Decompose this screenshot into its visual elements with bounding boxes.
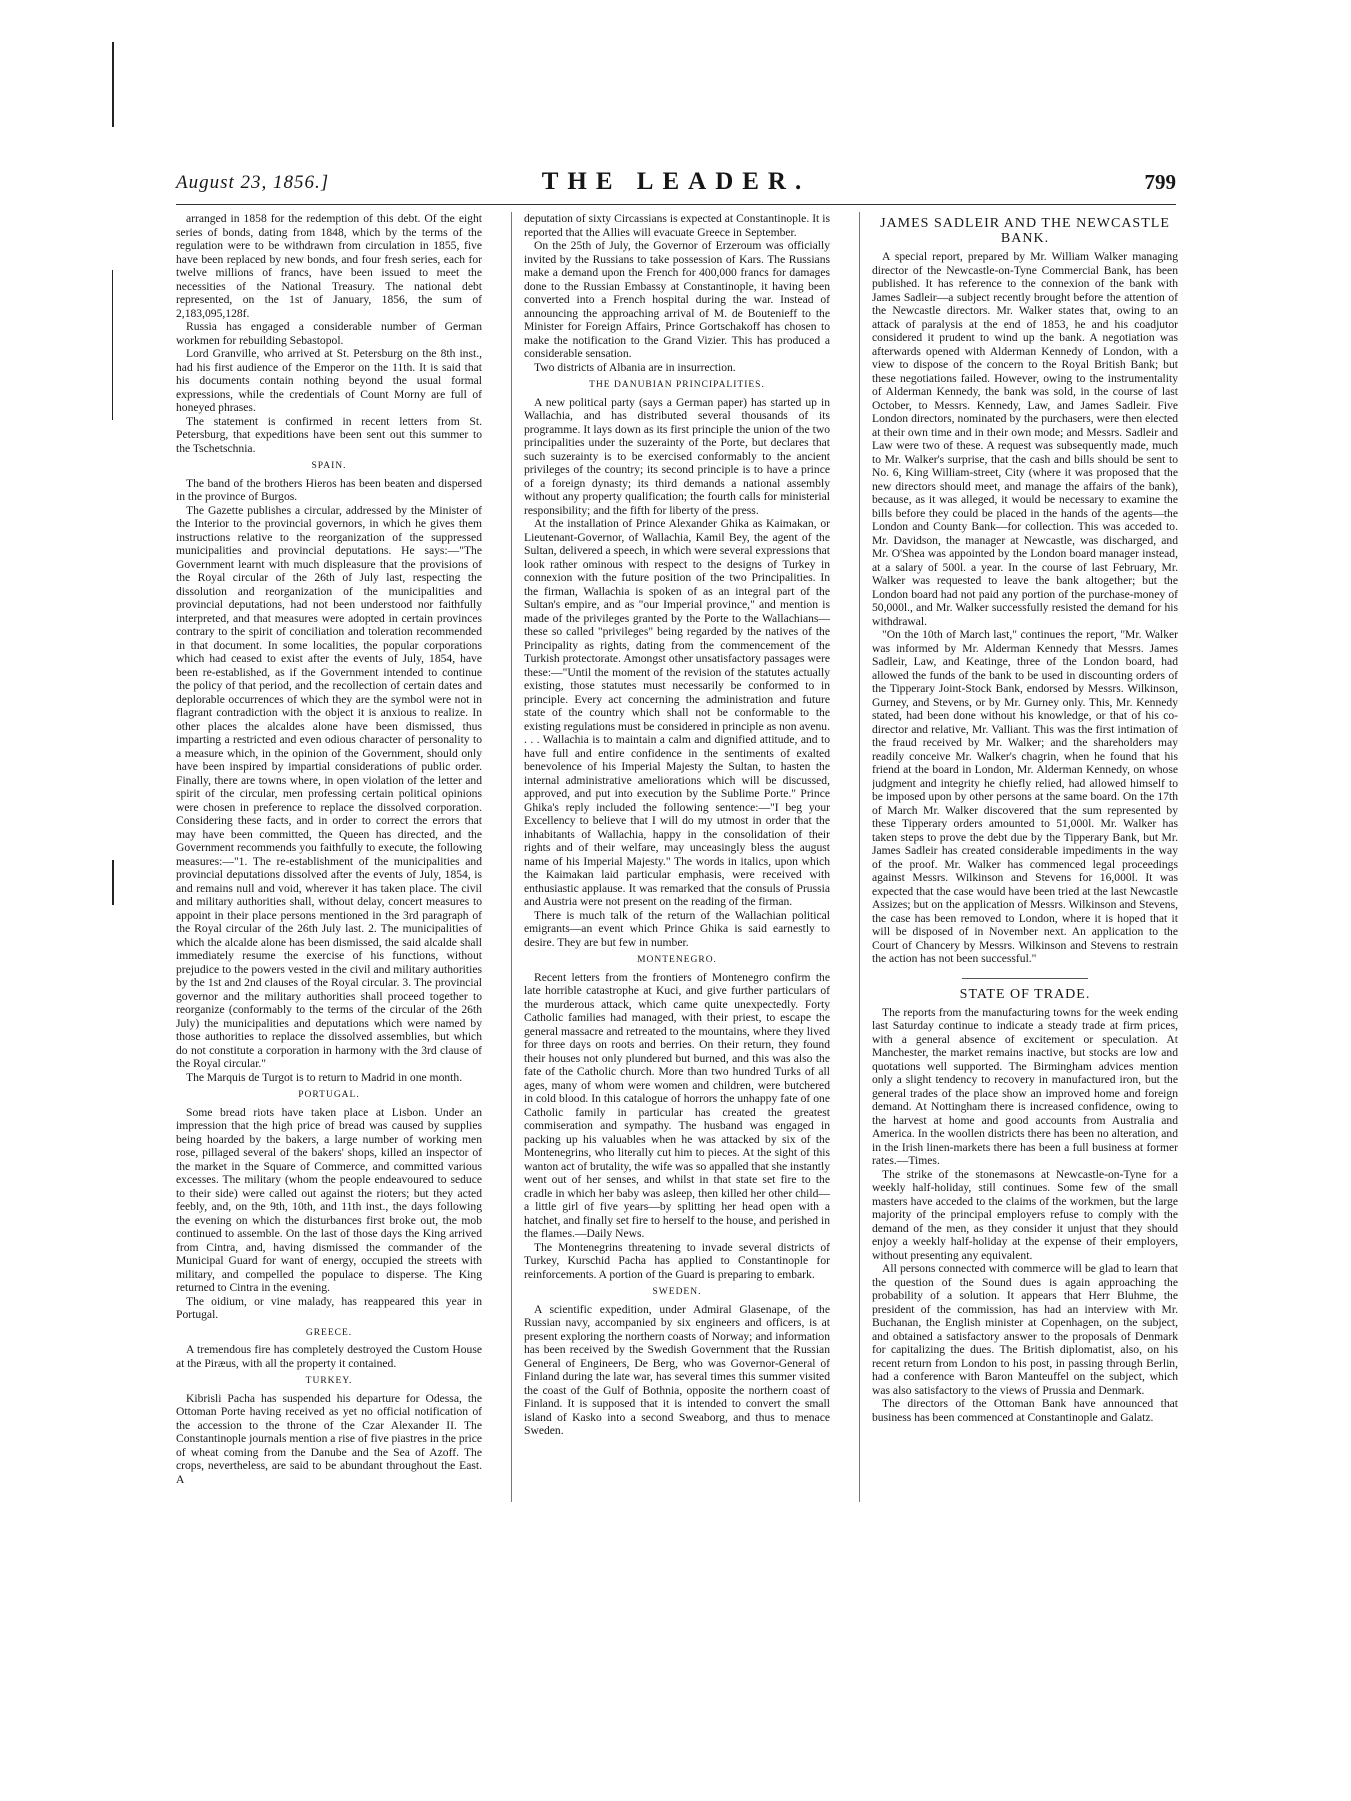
article-heading-trade bbox=[959, 978, 1091, 1002]
paragraph: deputation of sixty Circassians is expected at Constantinople. It is reported that the Allies will evacuate Greece in September. bbox=[524, 212, 830, 239]
paragraph: Two districts of Albania are in insurrection. bbox=[534, 360, 736, 374]
issue-date: August 23, 1856.] bbox=[176, 172, 330, 193]
paragraph: On the 25th of July, the Governor of Erzeroum was officially invited by the Russians to take possession of Kars. The Russians make a demand upon the French for 400,000 francs for damages done to the Russian Embassy at Constantinople, it having been converted into a French hospital during the war. Instead of announcing the approaching arrival of M. de Boutenieff to the Minister for Foreign Affairs, Prince Gortschakoff has chosen to make the notification to the Grand Vizier. This has produced a considerable sensation. bbox=[524, 239, 830, 360]
margin-mark bbox=[112, 270, 113, 420]
paragraph: Recent letters from the frontiers of Montenegro confirm the late horrible catastrophe at Kuci, and give further particulars of the murderous attack, which came quite unexpectedly. Forty Catholic families had managed, with their priest, to escape the general massacre and retreated to the mountains, where they lived for three days on roots and berries. On their return, they found their houses not only plundered but burned, and this was also the fate of the Catholic church. More than two hundred Turks of all ages, many of whom were women and children, were butchered in cold blood. In this catalogue of horrors the unhappy fate of one Catholic family in particular has created the greatest commiseration and sympathy. The husband was engaged in packing up his valuables when he was attacked by six of the Montenegrins, who literally cut him to pieces. At the sight of this wanton act of brutality, the wife was so appalled that she instantly went out of her senses, and whilst in that state set fire to the cradle in which her baby was asleep, then killed her other child—a little girl of five years—by splitting her head open with a hatchet, and finally set fire to herself to the house, and perished in the flames.—Daily News. bbox=[524, 970, 830, 1240]
column-2 bbox=[524, 212, 830, 1502]
article-heading-trade-text: STATE OF TRADE. bbox=[959, 986, 1091, 1002]
section-heading-portugal: PORTUGAL. bbox=[298, 1090, 360, 1100]
section-heading-montenegro: MONTENEGRO. bbox=[637, 955, 717, 965]
column-3 bbox=[872, 212, 1178, 1502]
paragraph: A special report, prepared by Mr. William Walker managing director of the Newcastle-on-Tyne Commercial Bank, has been published. It has reference to the connexion of the bank with James Sadleir—a subject recently brought before the attention of the Newcastle directors. Mr. Walker states that, owing to an attack of paralysis at the end of 1853, he and his coadjutor considered it prudent to wind up the bank. A negotiation was afterwards opened with Alderman Kennedy of London, with a view to dispose of the concern to the Royal British Bank; but these negotiations failed. However, owing to the instrumentality of Alderman Kennedy, the bank was sold, in the course of last October, to Messrs. Kennedy, Law, and James Sadleir. Five London directors, nominated by the purchasers, were then elected at their own time and in their own mode; and Messrs. Sadleir and Law were two of these. A request was subsequently made, much to Mr. Walker's surprise, that the cash and bills should be sent to No. 6, King William-street, City (where it was proposed that the new directors should meet, and manage the affairs of the bank), because, as it was alleged, it would be necessary to examine the bills before they could be placed in the hands of the agents—the London and County Bank—for collection. This was acceded to. Mr. Davidson, the manager at Newcastle, was discharged, and Mr. O'Shea was appointed by the London board manager instead, at a salary of 500l. a year. In the course of last February, Mr. Walker was requested to leave the bank altogether; but the London board had not paid any portion of the purchase-money of 50,000l., and Mr. Walker successfully resisted the demand for his withdrawal. bbox=[872, 250, 1178, 628]
paragraph: arranged in 1858 for the redemption of this debt. Of the eight series of bonds, dating from 1848, which by the terms of the regulation were to be withdrawn from circulation in 1855, five have been replaced by new bonds, and four fresh series, each for twelve millions of francs, have been issued to meet the necessities of the National Treasury. The national debt represented, on the 1st of January, 1856, the sum of 2,183,095,128f. bbox=[176, 212, 482, 320]
section-heading-turkey: TURKEY. bbox=[305, 1376, 353, 1386]
paragraph: The Marquis de Turgot is to return to Madrid in one month. bbox=[186, 1070, 463, 1084]
article-heading-sadleir: JAMES SADLEIR AND THE NEWCASTLE BANK. bbox=[880, 216, 1170, 246]
paragraph: The directors of the Ottoman Bank have announced that business has been commenced at Constantinople and Galatz. bbox=[872, 1397, 1178, 1424]
column-divider bbox=[859, 212, 860, 1502]
paragraph: At the installation of Prince Alexander Ghika as Kaimakan, or Lieutenant-Governor, of Wallachia, Kamil Bey, the agent of the Sultan, delivered a speech, in which were several expressions that look rather ominous with respect to the designs of Turkey in connexion with the future position of the two Principalities. In the firman, Wallachia is spoken of as an integral part of the Sultan's empire, and as "our Imperial province," and mention is made of the privileges granted by the Porte to the Wallachians—these so called "privileges" being regarded by the natives of the Principality as rights, dating from the commencement of the Turkish protectorate. Amongst other unsatisfactory passages were these:—"Until the moment of the revision of the statutes actually existing, those statutes must necessarily be conformed to in principle. Every act concerning the administration and future state of the country which shall not be conformable to the existing regulations must be considered in principle as non avenu. . . . Wallachia is to maintain a calm and dignified attitude, and to have full and entire confidence in the sentiments of exalted benevolence of his Imperial Majesty the Sultan, to hasten the internal administrative ameliorations which will be discussed, approved, and put into execution by the Sublime Porte." Prince Ghika's reply included the following sentence:—"I beg your Excellency to believe that I will do my utmost in order that the inhabitants of Wallachia, happy in the consolidation of their rights and of their welfare, may unceasingly bless the august name of his Imperial Majesty." The words in italics, upon which the Kaimakan laid particular emphasis, were received with enthusiastic applause. It was remarked that the consuls of Prussia and Austria were not present on the reading of the firman. bbox=[524, 517, 830, 908]
paragraph: The statement is confirmed in recent letters from St. Petersburg, that expeditions have been sent out this summer to the Tschetschnia. bbox=[176, 414, 482, 455]
section-heading-sweden: SWEDEN. bbox=[652, 1287, 702, 1297]
paragraph: The band of the brothers Hieros has been beaten and dispersed in the province of Burgos. bbox=[176, 476, 482, 503]
section-heading-danubian: THE DANUBIAN PRINCIPALITIES. bbox=[589, 380, 765, 390]
masthead bbox=[176, 168, 1176, 202]
paragraph: The Montenegrins threatening to invade several districts of Turkey, Kurschid Pacha has applied to Constantinople for reinforcements. A portion of the Guard is preparing to embark. bbox=[524, 1240, 830, 1281]
paragraph: There is much talk of the return of the Wallachian political emigrants—an event which Prince Ghika is said earnestly to desire. They are but few in number. bbox=[524, 908, 830, 949]
paragraph: The reports from the manufacturing towns for the week ending last Saturday continue to indicate a steady trade at firm prices, with a general absence of excitement or speculation. At Manchester, the market remains inactive, but stocks are low and quotations well supported. The Birmingham advices mention only a slight tendency to recovery in manufactured iron, but the general trades of the place show an improved home and foreign demand. At Nottingham there is increased confidence, owing to the harvest at home and good accounts from Australia and America. In the woollen districts there has been no alteration, and in the Irish linen-markets there has been a full business at former rates.—Times. bbox=[872, 1005, 1178, 1167]
column-1 bbox=[176, 212, 482, 1502]
page-number: 799 bbox=[1144, 170, 1176, 194]
paragraph: Lord Granville, who arrived at St. Petersburg on the 8th inst., had his first audience of the Emperor on the 11th. It is said that his documents contain nothing beyond the usual formal expressions, while the credentials of Count Morny are full of honeyed phrases. bbox=[176, 347, 482, 414]
paragraph: The Gazette publishes a circular, addressed by the Minister of the Interior to the provincial governors, in which he gives them instructions relative to the reorganization of the suppressed municipalities and provincial deputations. He says:—"The Government learnt with much displeasure that the provisions of the Royal circular of the 26th of July last, respecting the dissolution and reorganization of the municipalities and provincial deputations, had not been understood nor faithfully interpreted, and that measures were adopted in certain provinces contrary to the spirit of conciliation and toleration recommended in that document. In some localities, the popular corporations which had ceased to exist after the events of July, 1854, have been re-established, as if the Government intended to continue the policy of that period, and the recollection of certain dates and deplorable occurrences of which they are the symbol were not in flagrant contradiction with the object it is anxious to realize. In other places the alcaldes alone have been dismissed, thus imparting a restricted and even odious character of personality to a measure which, in the opinion of the Government, should only have been inspired by impartial considerations of public order. Finally, there are towns where, in open violation of the letter and spirit of the circular, men professing certain political opinions were chosen in preference to replace the dissolved corporation. Considering these facts, and in order to correct the errors that may have been committed, the Queen has directed, and the Government recommends you faithfully to execute, the following measures:—"1. The re-establishment of the municipalities and provincial deputations dissolved after the events of July, 1854, is and remains null and void, wherever it has taken place. The civil and military authorities shall, without delay, concert measures to appoint in their place persons mentioned in the 3rd paragraph of the Royal circular of the 26th July last. 2. The municipalities of which the alcalde alone has been dismissed, the said alcalde shall immediately resume the exercise of his functions, without prejudice to the powers vested in the civil and military authorities by the 1st and 2nd clauses of the Royal circular. 3. The provincial governor and the military authorities shall proceed together to reorganize (conformably to the terms of the circular of the 26th July) the municipalities and deputations which were named by those authorities to replace the dissolved assemblies, but which do not constitute a corporation in harmony with the 3rd clause of the Royal circular." bbox=[176, 503, 482, 1070]
section-heading-greece: GREECE. bbox=[305, 1327, 353, 1338]
margin-mark bbox=[112, 42, 114, 127]
column-divider bbox=[511, 212, 512, 1502]
paragraph: All persons connected with commerce will be glad to learn that the question of the Sound dues is again approaching the probability of a solution. It appears that Herr Bluhme, the president of the commission, has had an interview with Mr. Buchanan, the English minister at Copenhagen, on the subject, and obtained a satisfactory answer to the proposals of Denmark for capitalizing the dues. The British diplomatist, also, on his recent return from London to his post, in passing through Berlin, had a conference with Baron Manteuffel on the subject, which was also satisfactory to the views of Prussia and Denmark. bbox=[872, 1262, 1178, 1397]
paragraph: "On the 10th of March last," continues the report, "Mr. Walker was informed by Mr. Alderman Kennedy that Messrs. James Sadleir, Law, and Keatinge, three of the London board, had allowed the funds of the bank to be used in discounting orders of the Tipperary Joint-Stock Bank, endorsed by Messrs. Wilkinson, Gurney, and Stevens, or by Mr. Gurney only. This, Mr. Kennedy stated, had been done without his knowledge, or that of his co-director and relative, Mr. Valliant. This was the first intimation of the fraud received by Mr. Walker; and the shareholders may readily conceive Mr. Walker's chagrin, when he found that his friend at the board in London, Mr. Alderman Kennedy, on whose judgment and integrity he chiefly relied, had allowed himself to be imposed upon by other persons at the same board. On the 17th of March Mr. Walker discovered that the sum represented by these Tipperary orders amounted to 51,000l. Mr. Walker has taken steps to prove the debt due by the Tipperary Bank, but Mr. James Sadleir has created considerable impediments in the way of the proof. Mr. Walker has commenced legal proceedings against Messrs. Wilkinson and Stevens for 16,000l. It was expected that the case would have been tried at the last Newcastle Assizes; but on the application of Messrs. Wilkinson and Stevens, the case has been removed to London, where it is hoped that it will be disposed of in November next. An application to the Court of Chancery by Messrs. Wilkinson and Stevens to restrain the action has not been successful." bbox=[872, 628, 1178, 965]
newspaper-title: THE LEADER. bbox=[541, 168, 811, 195]
paragraph: A tremendous fire has completely destroyed the Custom House at the Piræus, with all the property it contained. bbox=[176, 1343, 482, 1370]
paragraph: Some bread riots have taken place at Lisbon. Under an impression that the high price of bread was caused by supplies being hoarded by the bakers, a large number of working men rose, pillaged several of the bakers' shops, killed an inspector of the market in the Square of Commerce, and committed various excesses. The military (whom the people endeavoured to seduce to their side) were called out against the rioters; but they acted feebly, and, on the 9th, 10th, and 11th inst., the days following the evening on which the disturbances first broke out, the mob continued to assemble. On the last of those days the King arrived from Cintra, and, having dismissed the commander of the Municipal Guard for want of energy, occupied the streets with military, and compelled the populace to disperse. The King returned to Cintra in the evening. bbox=[176, 1105, 482, 1294]
paragraph: A new political party (says a German paper) has started up in Wallachia, and has distributed several thousands of its programme. It lays down as its first principle the union of the two principalities under the suzerainty of the Porte, but declares that such suzerainty is to be exercised conformably to the ancient privileges of the country; its second principle is to have a prince of a foreign dynasty; its third demands a national assembly without any property qualification; the fourth calls for ministerial responsibility; and the fifth for liberty of the press. bbox=[524, 395, 830, 517]
section-heading-spain: SPAIN. bbox=[311, 461, 347, 471]
paragraph: The strike of the stonemasons at Newcastle-on-Tyne for a weekly half-holiday, still continues. Some few of the small masters have acceded to the claims of the workmen, but the large majority of the principal employers refuse to comply with the demand of the men, as they consider it unjust that they should enjoy a weekly half-holiday at the expense of their employers, without presenting any equivalent. bbox=[872, 1167, 1178, 1262]
paragraph: The oidium, or vine malady, has reappeared this year in Portugal. bbox=[176, 1294, 482, 1321]
paragraph: A scientific expedition, under Admiral Glasenape, of the Russian navy, accompanied by six engineers and officers, is at present exploring the northern coasts of Norway; and information has been received by the Swedish Government that the Russian General of Engineers, De Berg, who was Governor-General of Finland during the late war, has several times this summer visited the coast of the Gulf of Bothnia, opposite the northern coast of Finland. It is supposed that it is intended to convert the small island of Kasko into a second Sweaborg, and thus to menace Sweden. bbox=[524, 1302, 830, 1437]
margin-mark bbox=[112, 860, 114, 905]
paragraph: Kibrisli Pacha has suspended his departure for Odessa, the Ottoman Porte having received as yet no official notification of the accession to the throne of the Czar Alexander II. The Constantinople journals mention a rise of five piastres in the price of wheat coming from the Danube and the Sea of Azoff. The crops, nevertheless, are said to be abundant throughout the East. A bbox=[176, 1391, 482, 1486]
header-rule bbox=[176, 204, 1176, 205]
paragraph: Russia has engaged a considerable number of German workmen for rebuilding Sebastopol. bbox=[176, 320, 482, 347]
